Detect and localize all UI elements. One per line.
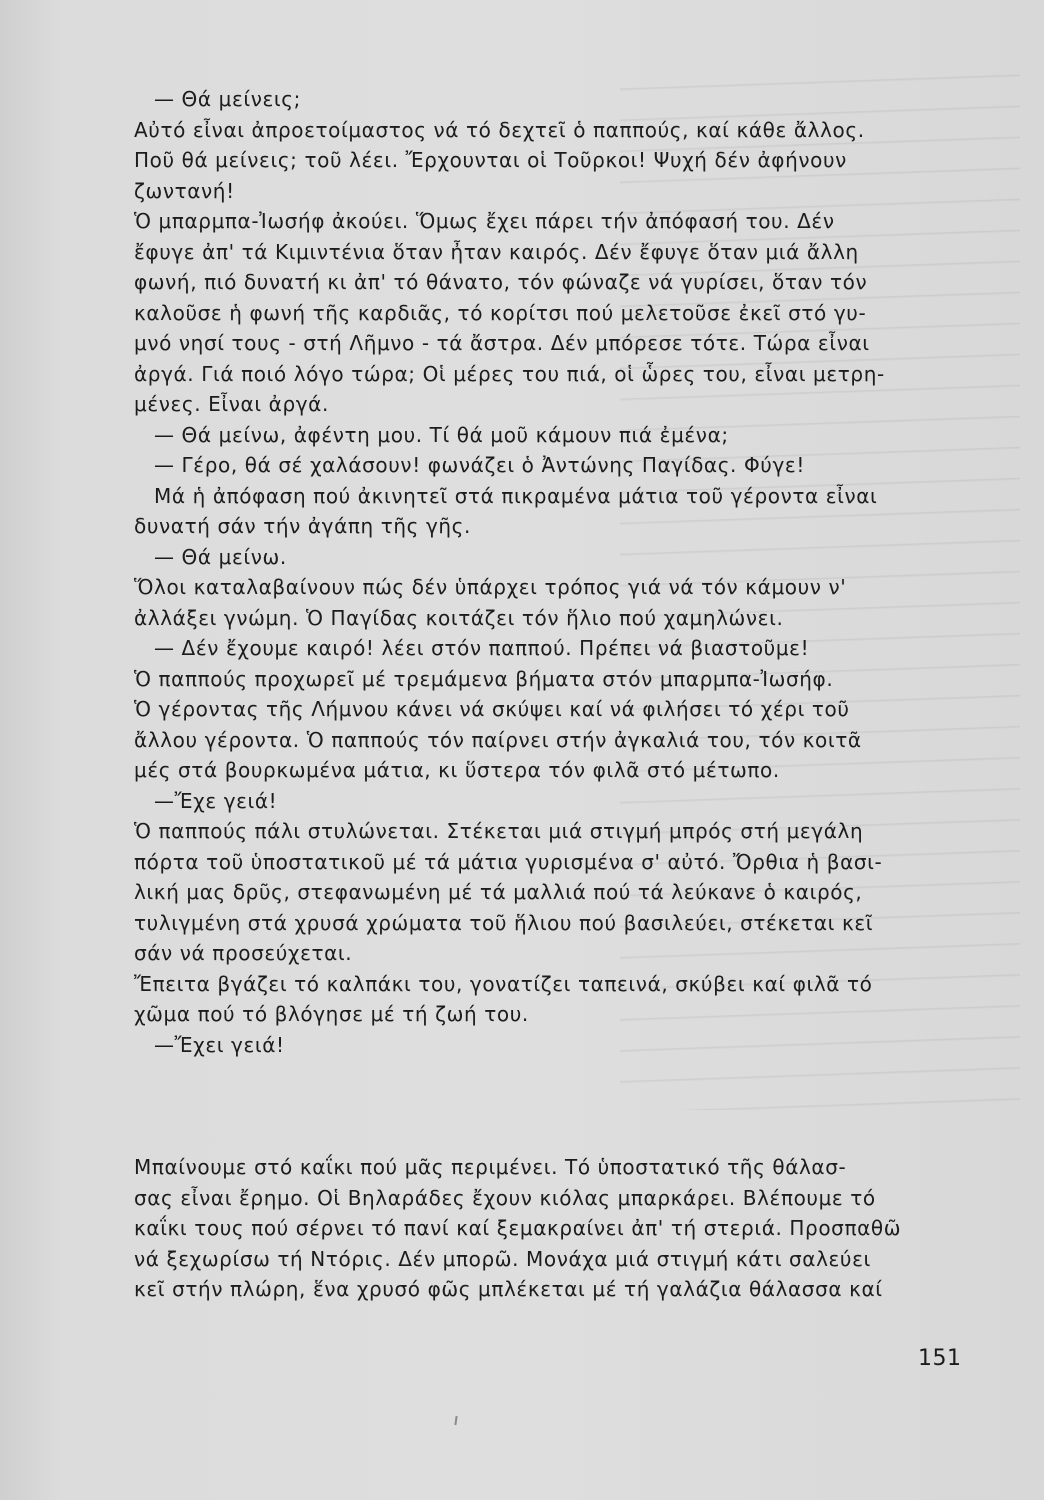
text-line: ἄλλου γέροντα. Ὁ παππούς τόν παίρνει στήν ἀγκαλιά του, τόν κοιτᾶ [134,727,862,752]
text-line: ζωντανή! [134,178,235,203]
text-line: Αὐτό εἶναι ἀπροετοίμαστος νά τό δεχτεῖ ὁ παππούς, καί κάθε ἄλλος. [134,117,865,142]
text-line: —Ἔχει γειά! [154,1032,285,1057]
stray-mark [454,1416,457,1425]
text-line: τυλιγμένη στά χρυσά χρώματα τοῦ ἥλιου πού βασιλεύει, στέκεται κεῖ [134,910,874,935]
text-line: Ἔπειτα βγάζει τό καλπάκι του, γονατίζει ταπεινά, σκύβει καί φιλᾶ τό [134,971,873,996]
text-line: Μπαίνουμε στό καΐκι πού μᾶς περιμένει. Τό ὑποστατικό τῆς θάλασ- [134,1155,847,1179]
text-line: ἀργά. Γιά ποιό λόγο τώρα; Οἱ μέρες του πιά, οἱ ὧρες του, εἶναι μετρη- [134,361,885,386]
text-line: Ποῦ θά μείνεις; τοῦ λέει. Ἔρχουνται οἱ Τοῦρκοι! Ψυχή δέν ἀφήνουν [134,148,847,172]
text-line: Ὁ μπαρμπα-Ἰωσήφ ἀκούει. Ὅμως ἔχει πάρει τήν ἀπόφασή του. Δέν [134,209,835,233]
text-line: φωνή, πιό δυνατή κι ἀπ' τό θάνατο, τόν φώναζε νά γυρίσει, ὅταν τόν [134,270,868,294]
text-line: —Ἔχε γειά! [154,788,278,813]
text-line: λική μας δρῦς, στεφανωμένη μέ τά μαλλιά πού τά λεύκανε ὁ καιρός, [134,880,863,904]
text-line: Ὅλοι καταλαβαίνουν πώς δέν ὑπάρχει τρόπος γιά νά τόν κάμουν ν' [134,575,847,599]
text-line: μές στά βουρκωμένα μάτια, κι ὕστερα τόν φιλᾶ στό μέτωπο. [134,758,780,782]
text-line: καΐκι τους πού σέρνει τό πανί καί ξεμακραίνει ἀπ' τή στεριά. Προσπαθῶ [134,1216,902,1240]
text-line: μνό νησί τους - στή Λῆμνο - τά ἄστρα. Δέν μπόρεσε τότε. Τώρα εἶναι [134,331,870,355]
text-line: Μά ἡ ἀπόφαση πού ἀκινητεῖ στά πικραμένα μάτια τοῦ γέροντα εἶναι [154,483,878,508]
text-line: ἔφυγε ἀπ' τά Κιμιντένια ὅταν ἦταν καιρός. Δέν ἔφυγε ὅταν μιά ἄλλη [134,239,859,264]
text-line: Ὁ γέροντας τῆς Λήμνου κάνει νά σκύψει καί νά φιλήσει τό χέρι τοῦ [134,697,850,721]
text-line: — Δέν ἔχουμε καιρό! λέει στόν παππού. Πρέπει νά βιαστοῦμε! [154,636,810,660]
text-line: — Γέρο, θά σέ χαλάσουν! φωνάζει ὁ Ἀντώνης Παγίδας. Φύγε! [154,453,805,477]
text-line: νά ξεχωρίσω τή Ντόρις. Δέν μπορῶ. Μονάχα μιά στιγμή κάτι σαλεύει [134,1246,871,1271]
text-line: σας εἶναι ἔρημο. Οἱ Βηλαράδες ἔχουν κιόλας μπαρκάρει. Βλέπουμε τό [134,1185,876,1210]
text-line: ἀλλάξει γνώμη. Ὁ Παγίδας κοιτάζει τόν ἥλιο πού χαμηλώνει. [134,605,784,630]
text-line: δυνατή σάν τήν ἀγάπη τῆς γῆς. [134,514,471,538]
text-line: σάν νά προσεύχεται. [134,941,353,965]
text-line: πόρτα τοῦ ὑποστατικοῦ μέ τά μάτια γυρισμένα σ' αὐτό. Ὄρθια ἡ βασι- [134,849,883,874]
text-line: — Θά μείνεις; [154,87,301,111]
section-break [134,1060,970,1152]
page-body-text [134,84,970,1305]
text-line: μένες. Εἶναι ἀργά. [134,392,329,416]
text-line: — Θά μείνω, ἀφέντη μου. Τί θά μοῦ κάμουν πιά ἐμένα; [154,422,729,447]
text-line: Ὁ παππούς πάλι στυλώνεται. Στέκεται μιά στιγμή μπρός στή μεγάλη [134,819,864,843]
text-line: — Θά μείνω. [154,544,287,569]
text-line: καλοῦσε ἡ φωνή τῆς καρδιᾶς, τό κορίτσι πού μελετοῦσε ἐκεῖ στό γυ- [134,300,867,325]
text-line: Ὁ παππούς προχωρεῖ μέ τρεμάμενα βήματα στόν μπαρμπα-Ἰωσήφ. [134,666,834,691]
text-line: χῶμα πού τό βλόγησε μέ τή ζωή του. [134,1002,529,1026]
text-line: κεῖ στήν πλώρη, ἕνα χρυσό φῶς μπλέκεται μέ τή γαλάζια θάλασσα καί [134,1277,883,1301]
page-number: 151 [918,1346,962,1371]
